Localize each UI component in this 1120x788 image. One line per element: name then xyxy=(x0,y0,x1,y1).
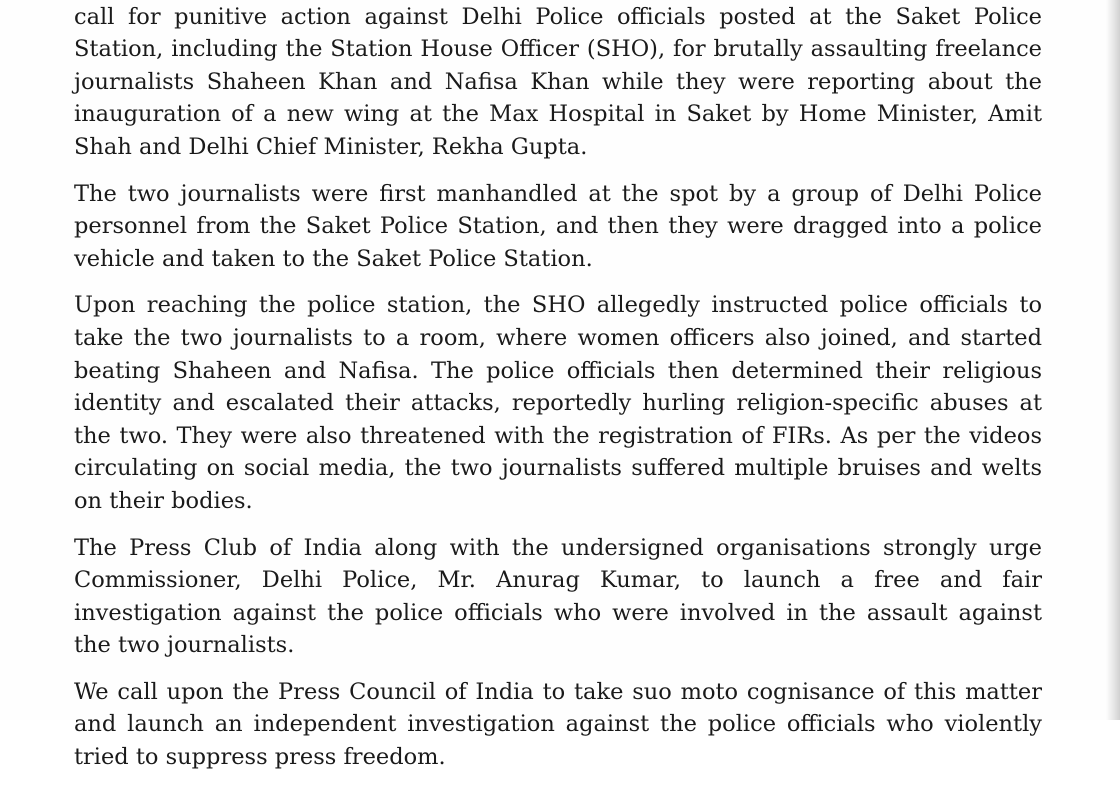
paragraph-1 xyxy=(74,0,1042,164)
paragraph-1-text: call for punitive action against Delhi Police officials posted at the Saket Police Station, including the Station House Officer (SHO), for brutally assaulting freelance journalists Shaheen Khan and Nafisa Khan while they were reporting about the inauguration of a new wing at the Max Hospital in Saket by Home Minister, Amit Shah and Delhi Chief Minister, Rekha Gupta. xyxy=(74,3,1042,160)
paragraph-4: The Press Club of India along with the undersigned organisations strongly urge Commissioner, Delhi Police, Mr. Anurag Kumar, to launch a free and fair investigation against the police officials who were involved in the assault against the two journalists. xyxy=(74,534,1042,659)
document-body xyxy=(74,0,1042,788)
page-edge-shadow xyxy=(1106,0,1120,720)
paragraph-2: The two journalists were first manhandled at the spot by a group of Delhi Police personnel from the Saket Police Station, and then they were dragged into a police vehicle and taken to the Saket Police Station. xyxy=(74,180,1042,272)
paragraph-5: We call upon the Press Council of India to take suo moto cognisance of this matter and launch an independent investigation against the police officials who violently tried to suppress press freedom. xyxy=(74,678,1042,771)
partially-cropped-first-line xyxy=(74,0,1042,1)
paragraph-3: Upon reaching the police station, the SHO allegedly instructed police officials to take the two journalists to a room, where women officers also joined, and started beating Shaheen and Nafisa. The police officials then determined their religious identity and escalated their attacks, reportedly hurling religion-specific abuses at the two. They were also threatened with the registration of FIRs. As per the videos circulating on social media, the two journalists suffered multiple bruises and welts on their bodies. xyxy=(74,292,1042,514)
